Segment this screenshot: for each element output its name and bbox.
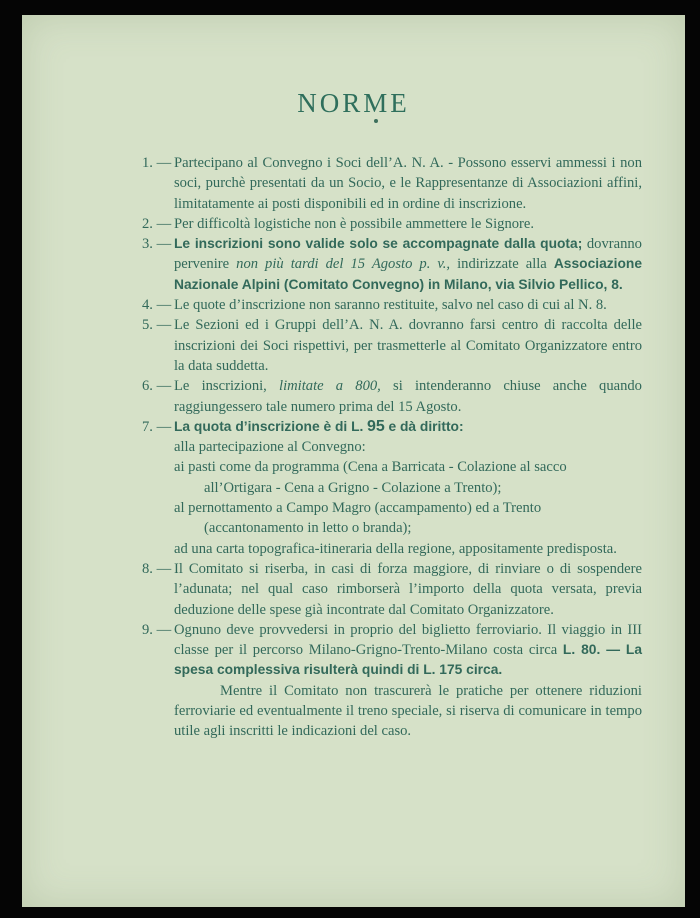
rule-number: 6. — [142,378,172,395]
rule-number: 5. — [142,317,172,334]
rule-6 [142,376,642,417]
entitlement-line: all’Ortigara - Cena a Grigno - Colazione a Trento); [204,479,502,496]
rule-text: Partecipano al Convegno i Soci dell’A. N. A. - Possono esservi ammessi i non soci, purchè presentati da un Socio, e le Rappresentanze di Associazioni affini, limitatamente ai posti disponibili ed in ordine di inscrizione. [174,155,642,212]
rule-number: 8. — [142,560,172,577]
rule-number: 9. — [142,621,172,638]
rule-bold-text: Le inscrizioni sono valide solo se accompagnate dalla quota; [174,236,583,252]
rule-2 [142,214,642,234]
rule-bold-text: La quota d’inscrizione è di L. [174,418,364,434]
rule-4 [142,295,642,315]
rule-text: dovranno pervenire [174,236,642,273]
rule-bold-text: e dà diritto: [388,418,464,434]
rule-text: Ognuno deve provvedersi in proprio del biglietto ferroviario. Il viaggio in III classe per il percorso Milano-Grigno-Trento-Milano costa circa [174,621,642,659]
entitlement-line: alla partecipazione al Convegno: [174,439,366,456]
rule-number: 4. — [142,297,172,314]
rule-number: 1. — [142,155,172,171]
rule-number: 2. — [142,215,172,232]
rule-7 [142,417,642,437]
rule-text: Per difficoltà logistiche non è possibile ammettere le Signore. [174,215,535,232]
rule-text: Le Sezioni ed i Gruppi dell’A. N. A. dovranno farsi centro di raccolta delle inscrizioni dei Soci rispettivi, per trasmetterle al Comitato Organizzatore entro la data suddetta. [174,317,642,374]
page-title: NORME [297,88,410,118]
rule-text: Le inscrizioni, [174,378,280,395]
rule-text: indirizzate alla [450,256,554,273]
closing-paragraph: Mentre il Comitato non trascurerà le pratiche per ottenere riduzioni ferroviarie ed eventualmente il treno speciale, si riserva di comunicare in tempo utile agli inscritti le indicazioni del caso. [174,682,642,740]
rule-italic-text: limitate a 800, [279,378,381,395]
entitlement-line: ad una carta topografica-itineraria della regione, appositamente predisposta. [174,540,617,557]
entitlement-line: al pernottamento a Campo Magro (accampamento) ed a Trento [174,500,542,517]
rule-3 [142,234,642,295]
rule-9 [142,620,642,681]
title-ornament [374,119,378,123]
rule-number: 7. — [142,418,172,435]
entitlement-line: (accantonamento in letto o branda); [204,520,412,537]
rule-5 [142,315,642,376]
rule-text: si intenderanno chiuse anche quando raggiungessero tale numero prima del 15 Agosto. [174,378,642,415]
document-page [22,15,685,907]
rule-8 [142,559,642,620]
rule-text: Il Comitato si riserba, in casi di forza maggiore, di rinviare o di sospendere l’adunata; nel qual caso rimborserà l’importo della quota versata, previa deduzione delle spese già incontrate dal Comitato Organizzatore. [174,560,642,618]
rule-bold-text: Associazione Nazionale Alpini (Comitato Convegno) in Milano, via Silvio Pellico, 8. [174,256,643,292]
rule-italic-text: non più tardi del 15 Agosto p. v., [236,256,451,273]
entitlement-line: ai pasti come da programma (Cena a Barricata - Colazione al sacco [174,459,567,476]
rule-1 [142,153,642,214]
rule-number: 3. — [142,236,172,253]
fee-amount: 95 [367,417,385,435]
rule-bold-text: L. 80. — La spesa complessiva risulterà quindi di L. 175 circa. [174,642,643,678]
rules-list [142,153,642,742]
rule-text: Le quote d’inscrizione non saranno restituite, salvo nel caso di cui al N. 8. [174,297,607,314]
